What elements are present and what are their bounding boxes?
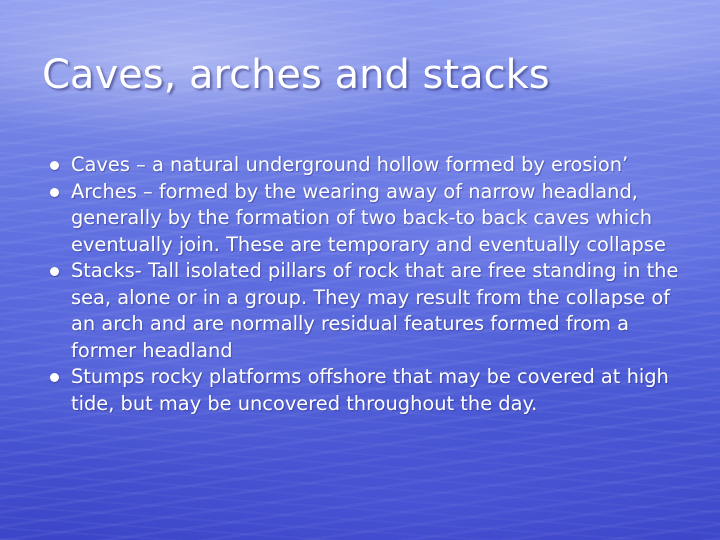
- bullet-dot-icon: [50, 373, 59, 382]
- bullet-text: Arches – formed by the wearing away of narrow headland, generally by the formation of two back-to back caves which eventually join. These are temporary and eventually collapse: [71, 179, 666, 256]
- bullet-item-stumps: [50, 364, 690, 417]
- slide-title: Caves, arches and stacks: [42, 52, 550, 98]
- bullet-dot-icon: [50, 161, 59, 170]
- bullet-list: [50, 152, 690, 417]
- bullet-text: Caves – a natural underground hollow formed by erosion’: [71, 153, 629, 176]
- bullet-text: Stumps rocky platforms offshore that may be covered at high tide, but may be uncovered throughout the day.: [71, 365, 669, 415]
- bullet-dot-icon: [50, 267, 59, 276]
- bullet-item-caves: [50, 152, 690, 179]
- bullet-item-stacks: [50, 258, 690, 364]
- bullet-dot-icon: [50, 188, 59, 197]
- bullet-item-arches: [50, 179, 690, 259]
- bullet-text: Stacks- Tall isolated pillars of rock that are free standing in the sea, alone or in a group. They may result from the collapse of an arch and are normally residual features formed from a former headland: [71, 259, 679, 362]
